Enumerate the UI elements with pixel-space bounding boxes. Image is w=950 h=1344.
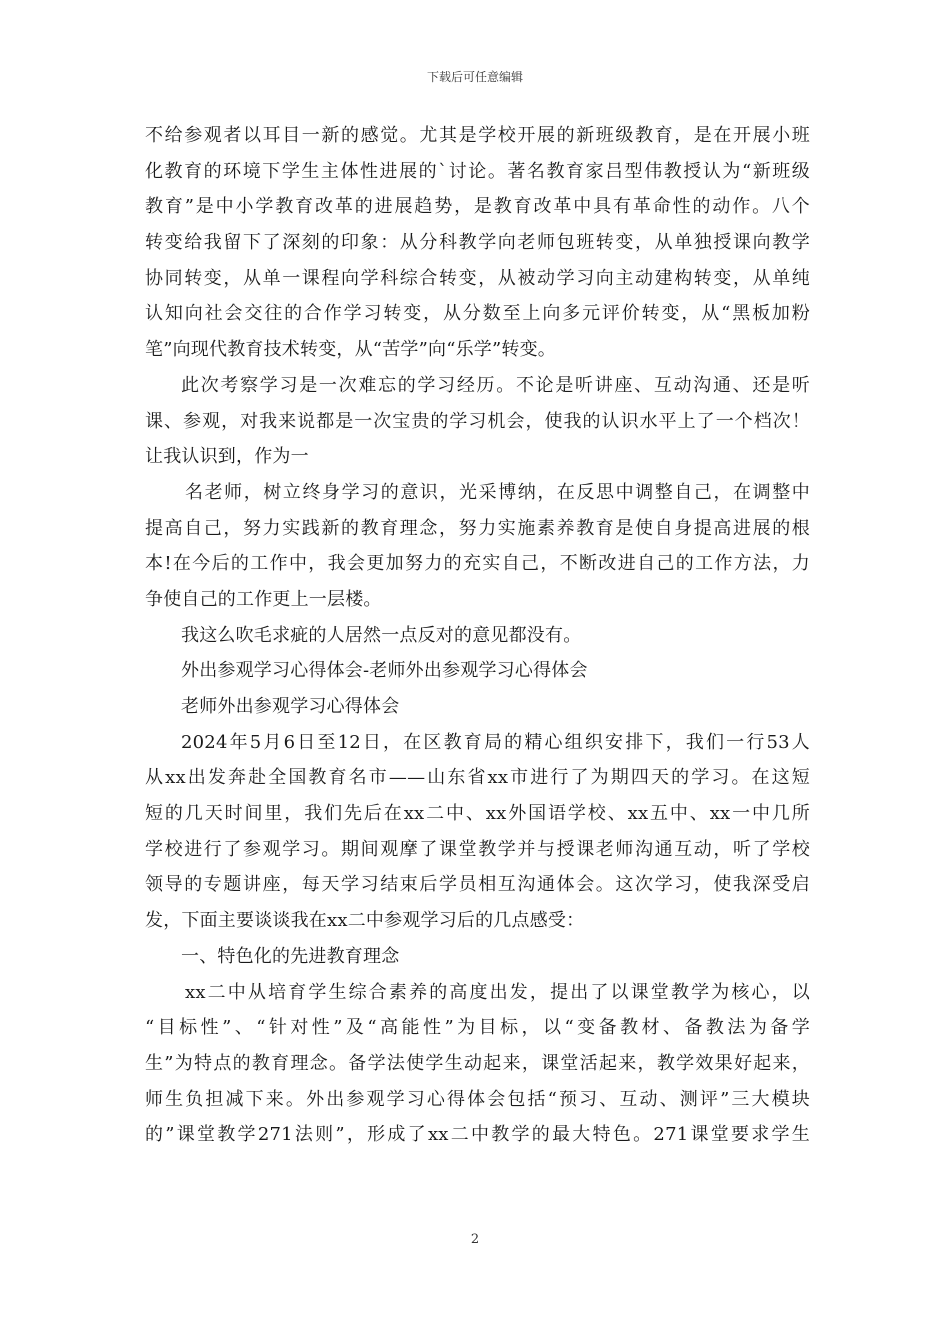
- text-line: 笔”向现代教育技术转变，从“苦学”向“乐学”转变。: [145, 339, 557, 361]
- text-line: 提高自己，努力实践新的教育理念，努力实施素养教育是使自身提高进展的根: [145, 517, 810, 539]
- text-line: 转变给我留下了深刻的印象：从分科教学向老师包班转变，从单独授课向教学: [145, 232, 810, 254]
- text-line: 外出参观学习心得体会-老师外出参观学习心得体会: [181, 660, 588, 682]
- text-line: “目标性”、“针对性”及“高能性”为目标，以“变备教材、备教法为备学: [145, 1017, 810, 1039]
- text-line: 认知向社会交往的合作学习转变，从分数至上向多元评价转变，从“黑板加粉: [145, 303, 810, 325]
- text-line: 名老师，树立终身学习的意识，光采博纳，在反思中调整自己，在调整中: [185, 481, 810, 503]
- document-body: [145, 118, 810, 1153]
- text-line: 让我认识到，作为一: [145, 446, 309, 468]
- text-line: 不给参观者以耳目一新的感觉。尤其是学校开展的新班级教育，是在开展小班: [145, 125, 810, 146]
- page-header: 下载后可任意编辑: [426, 70, 523, 84]
- text-line: 短的几天时间里，我们先后在xx二中、xx外国语学校、xx五中、xx一中几所: [145, 803, 810, 825]
- text-line: 本!在今后的工作中，我会更加努力的充实自己，不断改进自己的工作方法，力: [145, 553, 810, 575]
- text-line: 课、参观，对我来说都是一次宝贵的学习机会，使我的认识水平上了一个档次！: [145, 410, 810, 432]
- text-line: 化教育的环境下学生主体性进展的`讨论。著名教育家吕型伟教授认为“新班级: [145, 160, 810, 182]
- text-line: 学校进行了参观学习。期间观摩了课堂教学并与授课老师沟通互动，听了学校: [145, 838, 810, 860]
- text-line: 一、特色化的先进教育理念: [181, 945, 400, 967]
- text-line: 争使自己的工作更上一层楼。: [145, 588, 382, 610]
- text-line: 的”课堂教学271法则”，形成了xx二中教学的最大特色。271课堂要求学生: [145, 1124, 810, 1146]
- text-line: 老师外出参观学习心得体会: [181, 696, 400, 717]
- text-line: 从xx出发奔赴全国教育名市——山东省xx市进行了为期四天的学习。在这短: [145, 767, 810, 789]
- text-line: 领导的专题讲座，每天学习结束后学员相互沟通体会。这次学习，使我深受启: [145, 874, 810, 896]
- text-line: 2024年5月6日至12日，在区教育局的精心组织安排下，我们一行53人: [181, 731, 810, 753]
- text-line: 师生负担减下来。外出参观学习心得体会包括“预习、互动、测评”三大模块: [145, 1088, 810, 1110]
- page-number: 2: [470, 1232, 480, 1247]
- text-line: 发，下面主要谈谈我在xx二中参观学习后的几点感受：: [145, 910, 585, 932]
- text-line: 生”为特点的教育理念。备学法使学生动起来，课堂活起来，教学效果好起来，: [145, 1052, 810, 1074]
- text-line: 我这么吹毛求疵的人居然一点反对的意见都没有。: [181, 624, 582, 646]
- text-line: 此次考察学习是一次难忘的学习经历。不论是听讲座、互动沟通、还是听: [181, 374, 810, 396]
- text-line: 协同转变，从单一课程向学科综合转变，从被动学习向主动建构转变，从单纯: [145, 267, 810, 289]
- text-line: 教育”是中小学教育改革的进展趋势，是教育改革中具有革命性的动作。八个: [145, 196, 810, 218]
- text-line: xx二中从培育学生综合素养的高度出发，提出了以课堂教学为核心，以: [185, 981, 810, 1003]
